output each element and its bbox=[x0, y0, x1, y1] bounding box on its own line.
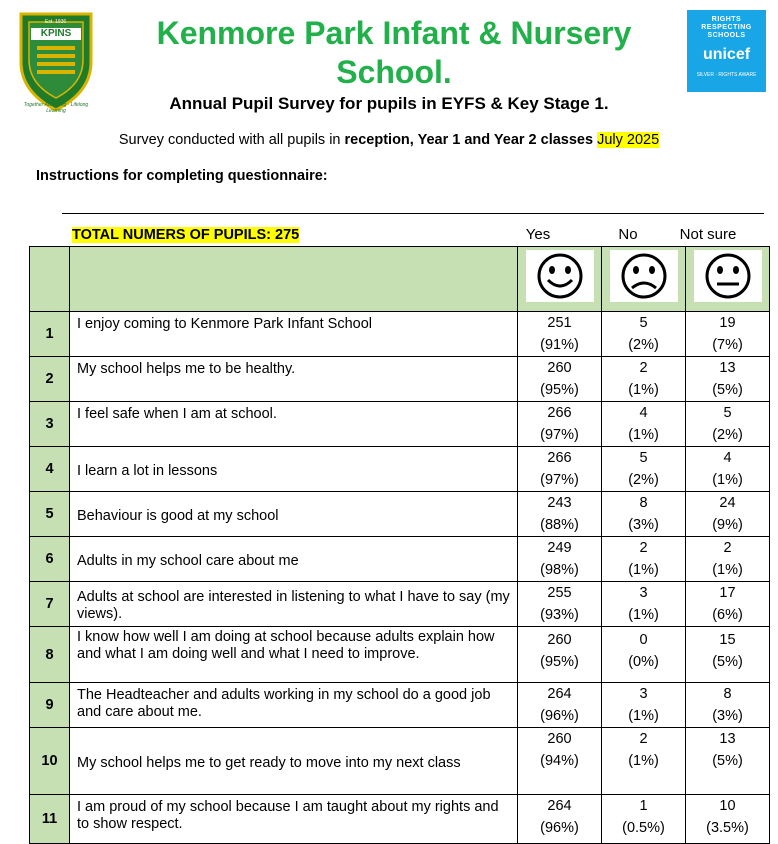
question-text: I enjoy coming to Kenmore Park Infant School bbox=[70, 312, 518, 357]
no-percent: (2%) bbox=[628, 472, 659, 488]
yes-count: 243 bbox=[547, 495, 572, 511]
not-sure-percent: (5%) bbox=[712, 382, 743, 398]
conducted-date: July 2025 bbox=[597, 132, 660, 148]
question-text: My school helps me to be healthy. bbox=[70, 357, 518, 402]
yes-count: 249 bbox=[547, 540, 572, 556]
row-number: 11 bbox=[30, 795, 70, 844]
no-count: 1 bbox=[639, 798, 648, 814]
not-sure-percent: (3%) bbox=[712, 708, 743, 724]
column-header-no: No bbox=[618, 226, 638, 243]
table-row bbox=[30, 582, 770, 627]
not-sure-cell bbox=[686, 537, 770, 582]
no-count: 8 bbox=[639, 495, 648, 511]
not-sure-cell bbox=[686, 357, 770, 402]
row-number: 4 bbox=[30, 447, 70, 492]
face-icons-row bbox=[30, 247, 770, 312]
header-num-cell bbox=[30, 247, 70, 312]
yes-percent: (97%) bbox=[540, 472, 579, 488]
question-text: Adults in my school care about me bbox=[70, 537, 518, 582]
table-row bbox=[30, 447, 770, 492]
not-sure-count: 10 bbox=[719, 798, 736, 814]
table-row bbox=[30, 683, 770, 728]
row-number: 7 bbox=[30, 582, 70, 627]
rrs-line-2: RESPECTING bbox=[701, 24, 752, 31]
row-number: 8 bbox=[30, 627, 70, 683]
header-question-cell bbox=[70, 247, 518, 312]
no-percent: (1%) bbox=[628, 708, 659, 724]
no-count: 2 bbox=[639, 360, 648, 376]
rrs-award: SILVER · RIGHTS AWARE bbox=[696, 72, 757, 78]
crest-name: KPINS bbox=[40, 28, 72, 39]
yes-cell bbox=[518, 795, 602, 844]
no-count: 5 bbox=[639, 450, 648, 466]
no-count: 3 bbox=[639, 686, 648, 702]
yes-cell bbox=[518, 582, 602, 627]
yes-cell bbox=[518, 447, 602, 492]
no-percent: (1%) bbox=[628, 382, 659, 398]
crest-est: Est. 1936 bbox=[45, 19, 67, 25]
not-sure-percent: (1%) bbox=[712, 472, 743, 488]
yes-cell bbox=[518, 402, 602, 447]
no-cell bbox=[602, 728, 686, 795]
question-text: I learn a lot in lessons bbox=[70, 447, 518, 492]
no-percent: (2%) bbox=[628, 337, 659, 353]
no-count: 2 bbox=[639, 731, 648, 747]
not-sure-cell bbox=[686, 447, 770, 492]
yes-percent: (96%) bbox=[540, 708, 579, 724]
row-number: 9 bbox=[30, 683, 70, 728]
not-sure-cell bbox=[686, 402, 770, 447]
survey-conducted-line bbox=[0, 132, 778, 148]
rrs-line-3: SCHOOLS bbox=[707, 32, 746, 39]
yes-percent: (95%) bbox=[540, 654, 579, 670]
unicef-brand: unicef bbox=[702, 46, 751, 63]
no-cell bbox=[602, 795, 686, 844]
yes-percent: (96%) bbox=[540, 820, 579, 836]
conducted-prefix: Survey conducted with all pupils in bbox=[118, 132, 345, 148]
no-count: 5 bbox=[639, 315, 648, 331]
not-sure-cell bbox=[686, 683, 770, 728]
row-number: 5 bbox=[30, 492, 70, 537]
no-percent: (1%) bbox=[628, 562, 659, 578]
yes-cell bbox=[518, 537, 602, 582]
column-header-not-sure: Not sure bbox=[679, 226, 737, 243]
not-sure-percent: (5%) bbox=[712, 654, 743, 670]
column-header-yes: Yes bbox=[525, 226, 551, 243]
sad-face-cell bbox=[602, 247, 686, 312]
row-number: 2 bbox=[30, 357, 70, 402]
not-sure-count: 24 bbox=[719, 495, 736, 511]
yes-count: 266 bbox=[547, 450, 572, 466]
not-sure-count: 17 bbox=[719, 585, 736, 601]
page-subtitle: Annual Pupil Survey for pupils in EYFS & Key Stage 1. bbox=[169, 94, 609, 113]
not-sure-cell bbox=[686, 582, 770, 627]
not-sure-percent: (9%) bbox=[712, 517, 743, 533]
question-text: My school helps me to get ready to move into my next class bbox=[70, 728, 518, 795]
not-sure-count: 5 bbox=[723, 405, 732, 421]
no-percent: (1%) bbox=[628, 607, 659, 623]
not-sure-cell bbox=[686, 728, 770, 795]
table-row bbox=[30, 357, 770, 402]
no-percent: (0%) bbox=[628, 654, 659, 670]
happy-face-cell bbox=[518, 247, 602, 312]
no-cell bbox=[602, 537, 686, 582]
no-cell bbox=[602, 357, 686, 402]
no-cell bbox=[602, 447, 686, 492]
yes-count: 260 bbox=[547, 731, 572, 747]
yes-count: 255 bbox=[547, 585, 572, 601]
table-row bbox=[30, 728, 770, 795]
not-sure-count: 8 bbox=[723, 686, 732, 702]
divider bbox=[62, 213, 764, 214]
no-percent: (0.5%) bbox=[622, 820, 665, 836]
rrs-text bbox=[687, 16, 766, 40]
no-count: 2 bbox=[639, 540, 648, 556]
instructions-heading: Instructions for completing questionnaire: bbox=[36, 168, 328, 184]
yes-percent: (91%) bbox=[540, 337, 579, 353]
not-sure-count: 19 bbox=[719, 315, 736, 331]
yes-count: 260 bbox=[547, 632, 572, 648]
question-text: Adults at school are interested in listening to what I have to say (my views). bbox=[70, 582, 518, 627]
table-row bbox=[30, 795, 770, 844]
not-sure-cell bbox=[686, 312, 770, 357]
not-sure-percent: (2%) bbox=[712, 427, 743, 443]
not-sure-percent: (1%) bbox=[712, 562, 743, 578]
neutral-face-cell bbox=[686, 247, 770, 312]
not-sure-cell bbox=[686, 627, 770, 683]
question-text: I feel safe when I am at school. bbox=[70, 402, 518, 447]
yes-cell bbox=[518, 627, 602, 683]
row-number: 3 bbox=[30, 402, 70, 447]
table-row bbox=[30, 627, 770, 683]
yes-percent: (88%) bbox=[540, 517, 579, 533]
rrs-line-1: RIGHTS bbox=[711, 16, 742, 23]
not-sure-cell bbox=[686, 492, 770, 537]
row-number: 6 bbox=[30, 537, 70, 582]
not-sure-count: 13 bbox=[719, 731, 736, 747]
yes-count: 264 bbox=[547, 686, 572, 702]
no-count: 4 bbox=[639, 405, 648, 421]
yes-count: 266 bbox=[547, 405, 572, 421]
yes-count: 251 bbox=[547, 315, 572, 331]
yes-percent: (95%) bbox=[540, 382, 579, 398]
no-cell bbox=[602, 492, 686, 537]
yes-cell bbox=[518, 728, 602, 795]
conducted-classes: reception, Year 1 and Year 2 classes bbox=[344, 132, 594, 148]
not-sure-count: 2 bbox=[723, 540, 732, 556]
page-title: Kenmore Park Infant & Nursery School. bbox=[156, 15, 632, 90]
no-percent: (1%) bbox=[628, 427, 659, 443]
yes-cell bbox=[518, 312, 602, 357]
not-sure-percent: (6%) bbox=[712, 607, 743, 623]
table-row bbox=[30, 312, 770, 357]
yes-percent: (93%) bbox=[540, 607, 579, 623]
not-sure-percent: (3.5%) bbox=[706, 820, 749, 836]
no-cell bbox=[602, 402, 686, 447]
no-count: 0 bbox=[639, 632, 648, 648]
no-cell bbox=[602, 582, 686, 627]
sad-face-icon bbox=[610, 250, 678, 302]
question-text: I am proud of my school because I am taught about my rights and to show respect. bbox=[70, 795, 518, 844]
happy-face-icon bbox=[526, 250, 594, 302]
yes-cell bbox=[518, 683, 602, 728]
not-sure-cell bbox=[686, 795, 770, 844]
not-sure-count: 4 bbox=[723, 450, 732, 466]
row-number: 1 bbox=[30, 312, 70, 357]
row-number: 10 bbox=[30, 728, 70, 795]
not-sure-count: 15 bbox=[719, 632, 736, 648]
table-row bbox=[30, 492, 770, 537]
no-percent: (1%) bbox=[628, 753, 659, 769]
question-text: I know how well I am doing at school because adults explain how and what I am doing well and what I need to improve. bbox=[70, 627, 518, 683]
table-row bbox=[30, 402, 770, 447]
yes-count: 260 bbox=[547, 360, 572, 376]
no-cell bbox=[602, 627, 686, 683]
total-pupils-label: TOTAL NUMERS OF PUPILS: 275 bbox=[72, 227, 300, 243]
yes-count: 264 bbox=[547, 798, 572, 814]
yes-cell bbox=[518, 357, 602, 402]
question-text: The Headteacher and adults working in my school do a good job and care about me. bbox=[70, 683, 518, 728]
survey-table bbox=[29, 246, 770, 844]
table-row bbox=[30, 537, 770, 582]
yes-percent: (97%) bbox=[540, 427, 579, 443]
no-cell bbox=[602, 312, 686, 357]
no-cell bbox=[602, 683, 686, 728]
yes-percent: (94%) bbox=[540, 753, 579, 769]
neutral-face-icon bbox=[694, 250, 762, 302]
crest-motto: Together Achieving · Lifelong Learning bbox=[23, 102, 89, 114]
not-sure-count: 13 bbox=[719, 360, 736, 376]
yes-cell bbox=[518, 492, 602, 537]
not-sure-percent: (5%) bbox=[712, 753, 743, 769]
no-count: 3 bbox=[639, 585, 648, 601]
no-percent: (3%) bbox=[628, 517, 659, 533]
unicef-rrs-logo bbox=[687, 10, 766, 92]
question-text: Behaviour is good at my school bbox=[70, 492, 518, 537]
not-sure-percent: (7%) bbox=[712, 337, 743, 353]
yes-percent: (98%) bbox=[540, 562, 579, 578]
